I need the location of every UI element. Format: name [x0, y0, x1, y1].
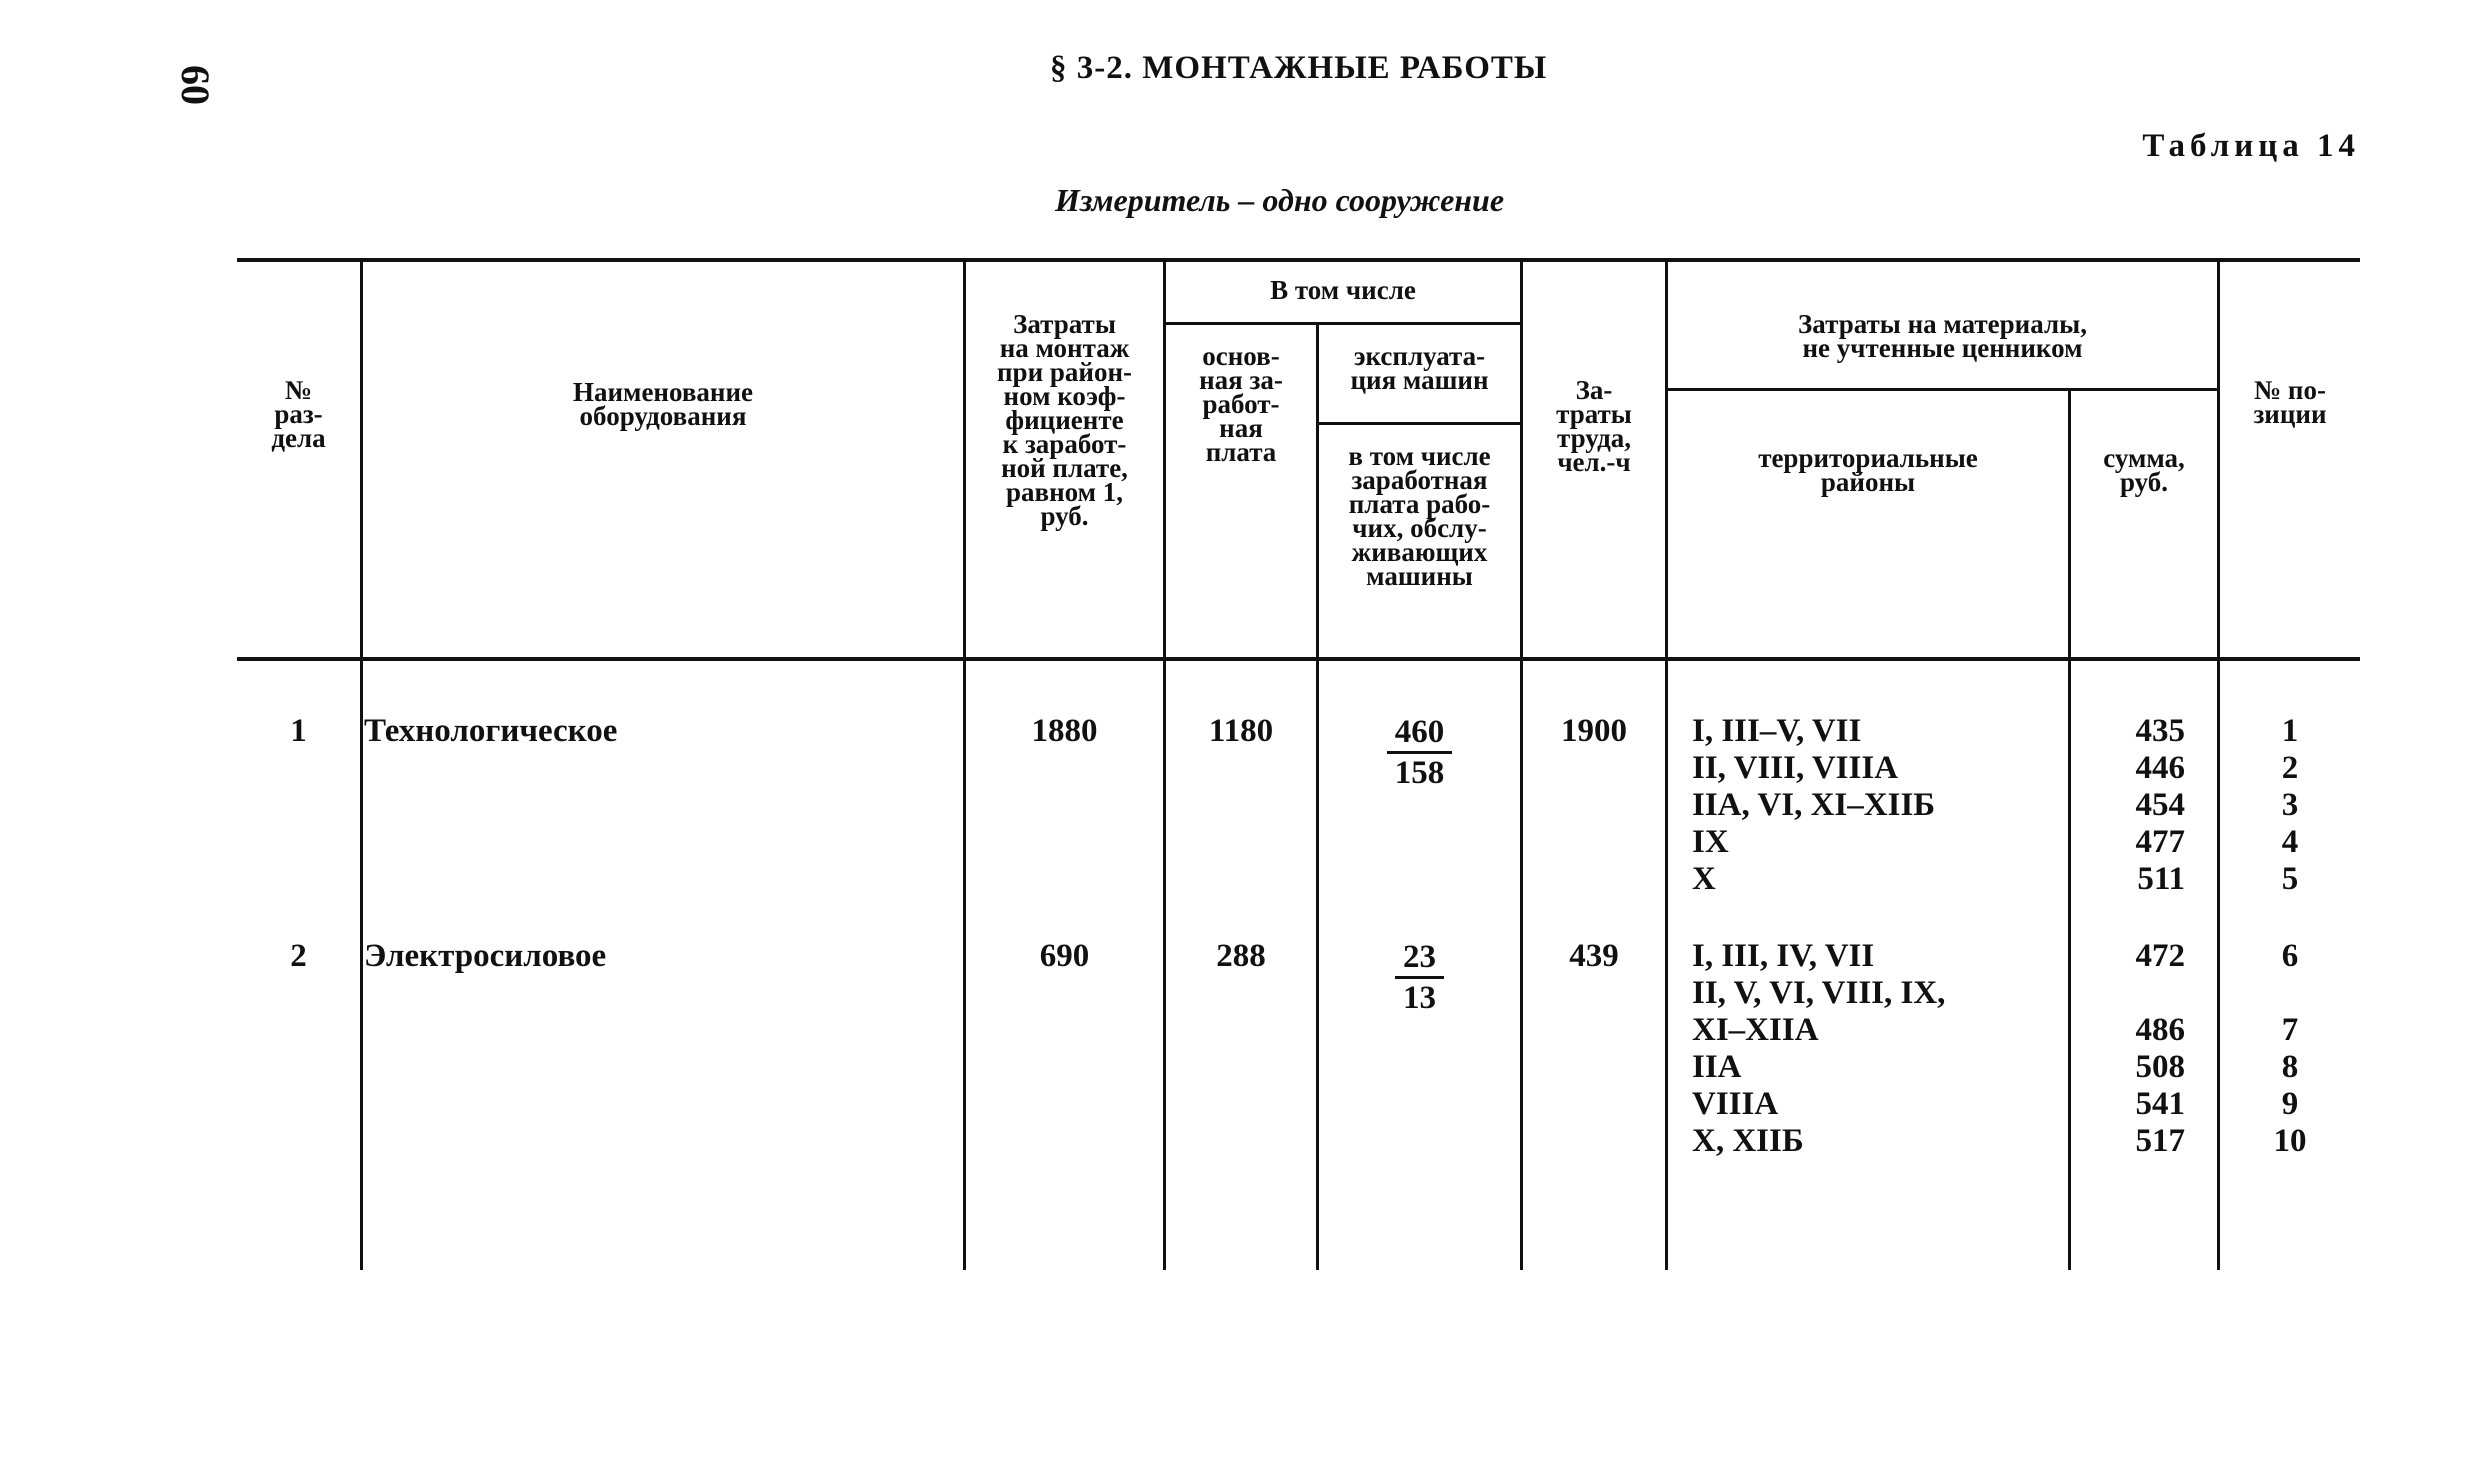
machine-wage: 158: [1394, 755, 1445, 791]
header-position-no: № по- зиции: [2253, 375, 2327, 429]
header-including: В том числе: [1270, 275, 1416, 305]
base-wage: 288: [1216, 938, 1266, 974]
equipment-name: Электросиловое: [364, 938, 607, 974]
header-materials: Затраты на материалы, не учтенные ценником: [1798, 309, 2087, 363]
materials-rule: [1665, 388, 2220, 391]
labor-hours: 439: [1569, 938, 1619, 974]
table-label: Таблица 14: [2142, 128, 2360, 164]
section-title: § 3-2. МОНТАЖНЫЕ РАБОТЫ: [1050, 50, 1548, 86]
header-equipment-name: Наименование оборудования: [573, 377, 753, 431]
positions-list: 6 7 8 9 10: [2273, 938, 2307, 1159]
header-section-no: № раз- дела: [271, 375, 326, 453]
install-cost: 1880: [1031, 713, 1098, 749]
machine-operation: 460: [1387, 713, 1453, 754]
including-rule: [1165, 322, 1523, 325]
header-machine-wage: в том числе заработная плата рабо- чих, обслу- живающих машины: [1348, 441, 1491, 591]
regions-list: I, III–V, VII II, VIII, VIIIA IIA, VI, XI–XIIБ IX X: [1692, 713, 1936, 897]
equipment-name: Технологическое: [364, 713, 618, 749]
measure-caption: Измеритель – одно сооружение: [1055, 182, 1505, 218]
machine-cost-fraction: [1319, 713, 1520, 792]
machine-rule: [1318, 422, 1523, 425]
section-number: 2: [290, 938, 307, 974]
labor-hours: 1900: [1561, 713, 1627, 749]
machine-cost-fraction: [1319, 938, 1520, 1017]
col-divider: [1665, 258, 1668, 1270]
header-regions: территориальные районы: [1758, 443, 1978, 497]
header-bottom-rule: [237, 657, 2360, 661]
positions-list: 1 2 3 4 5: [2281, 713, 2299, 897]
machine-operation: 23: [1395, 938, 1444, 979]
section-number: 1: [290, 713, 307, 749]
header-labor: За- траты труда, чел.-ч: [1556, 375, 1632, 477]
header-sum: сумма, руб.: [2103, 443, 2185, 497]
header-machine-operation: эксплуата- ция машин: [1350, 341, 1489, 395]
machine-wage: 13: [1403, 980, 1436, 1016]
header-base-wage: основ- ная за- работ- ная плата: [1199, 341, 1283, 467]
sums-list: 435 446 454 477 511: [2135, 713, 2185, 897]
sums-list: 472 486 508 541 517: [2135, 938, 2185, 1159]
install-cost: 690: [1039, 938, 1090, 974]
page-number: 60: [173, 65, 218, 105]
base-wage: 1180: [1208, 713, 1274, 749]
header-install-cost: Затраты на монтаж при район- ном коэф- фициенте к заработ- ной плате, равном 1, руб.: [997, 309, 1132, 531]
table-top-rule: [237, 258, 2360, 262]
regions-list: I, III, IV, VII II, V, VI, VIII, IX, XI–XIIA IIA VIIIA X, XIIБ: [1692, 938, 1946, 1159]
